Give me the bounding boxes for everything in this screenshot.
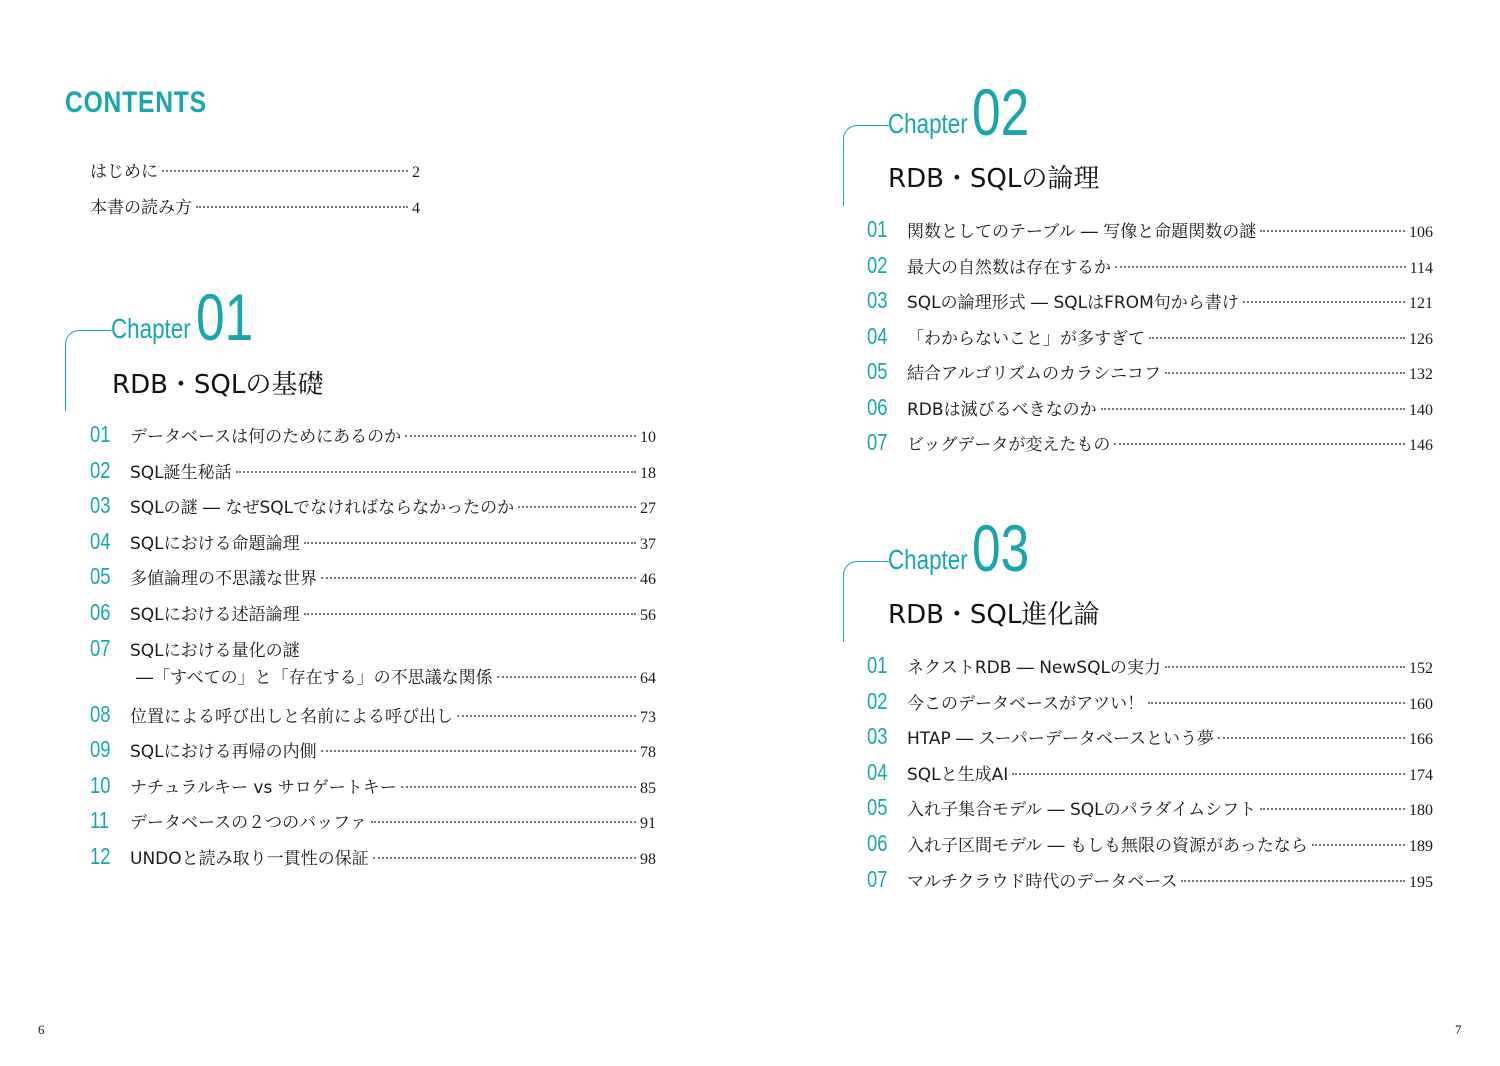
chapter-bracket (65, 330, 111, 411)
entry-title: SQLの謎 ― なぜSQLでなければならなかったのか (130, 498, 515, 518)
entry-title: 結合アルゴリズムのカラシニコフ (907, 364, 1161, 384)
entry-page: 121 (1409, 295, 1433, 312)
entry-title: 最大の自然数は存在するか (907, 258, 1111, 278)
leader-dots (1243, 301, 1405, 303)
toc-entry[interactable] (867, 757, 1433, 787)
entry-title: 位置による呼び出しと名前による呼び出し (130, 707, 453, 727)
entry-number: 04 (90, 528, 111, 554)
entry-page: 91 (640, 815, 656, 832)
entry-page: 189 (1409, 838, 1433, 855)
chapter-bracket (843, 561, 889, 642)
leader-dots (497, 676, 636, 678)
leader-dots (518, 506, 636, 508)
entry-number: 03 (867, 723, 888, 749)
toc-entry[interactable] (867, 392, 1433, 422)
chapter-title: RDB・SQLの論理 (888, 164, 1100, 194)
entry-page: 195 (1409, 874, 1433, 891)
chapter-label: Chapter (111, 313, 191, 344)
toc-entry[interactable] (90, 805, 656, 835)
entry-number: 02 (867, 252, 888, 278)
leader-dots (1149, 337, 1405, 339)
entry-page: 174 (1409, 767, 1433, 784)
entry-page: 132 (1409, 366, 1433, 383)
chapter-title: RDB・SQLの基礎 (112, 370, 324, 400)
leader-dots (401, 786, 636, 788)
entry-page: 160 (1409, 696, 1433, 713)
entry-page: 2 (412, 164, 420, 181)
entry-page: 106 (1409, 224, 1433, 241)
entry-title: データベースの２つのバッファ (130, 813, 367, 833)
toc-entry[interactable] (90, 841, 656, 871)
entry-page: 166 (1409, 731, 1433, 748)
entry-title: HTAP ― スーパーデータベースという夢 (907, 729, 1214, 749)
toc-entry[interactable] (867, 356, 1433, 386)
entry-number: 05 (90, 563, 111, 589)
toc-entry[interactable] (867, 792, 1433, 822)
toc-entry[interactable] (867, 828, 1433, 858)
entry-subtitle: ―「すべての」と「存在する」の不思議な関係 (136, 668, 493, 688)
entry-title: ナチュラルキー vs サロゲートキー (130, 778, 397, 798)
entry-title: SQLにおける再帰の内側 (130, 742, 317, 762)
entry-number: 07 (867, 866, 888, 892)
leader-dots (304, 613, 636, 615)
toc-entry[interactable] (90, 561, 656, 591)
chapter-number: 03 (972, 511, 1030, 585)
entry-title: SQLにおける述語論理 (130, 605, 300, 625)
leader-dots (1312, 844, 1405, 846)
leader-dots (1181, 880, 1405, 882)
entry-page: 126 (1409, 331, 1433, 348)
leader-dots (373, 857, 636, 859)
toc-entry-front-1[interactable] (90, 157, 420, 187)
entry-number: 02 (90, 457, 111, 483)
leader-dots (1148, 702, 1405, 704)
entry-number: 07 (90, 635, 111, 661)
toc-entry[interactable] (867, 650, 1433, 680)
toc-entry[interactable] (867, 285, 1433, 315)
entry-title: 入れ子集合モデル ― SQLのパラダイムシフト (907, 800, 1257, 820)
leader-dots (1165, 372, 1405, 374)
chapter-title: RDB・SQL進化論 (888, 600, 1100, 630)
entry-title: SQLにおける命題論理 (130, 534, 300, 554)
chapter-bracket (843, 125, 889, 206)
toc-entry-subtitle[interactable] (136, 663, 656, 693)
toc-entry[interactable] (90, 734, 656, 764)
toc-entry[interactable] (90, 419, 656, 449)
toc-entry[interactable] (90, 526, 656, 556)
entry-number: 01 (90, 421, 111, 447)
entry-title: ビッグデータが変えたもの (907, 435, 1111, 455)
page-number-left: 6 (38, 1022, 45, 1037)
leader-dots (1260, 230, 1405, 232)
entry-page: 78 (640, 744, 656, 761)
leader-dots (321, 577, 636, 579)
toc-entry[interactable] (867, 214, 1433, 244)
leader-dots (162, 170, 408, 172)
entry-page: 85 (640, 780, 656, 797)
leader-dots (1165, 666, 1405, 668)
entry-number: 07 (867, 429, 888, 455)
toc-entry[interactable] (90, 455, 656, 485)
entry-title: マルチクラウド時代のデータベース (907, 872, 1178, 892)
entry-number: 06 (867, 394, 888, 420)
toc-entry-front-2[interactable] (90, 193, 420, 223)
leader-dots (371, 821, 636, 823)
toc-entry[interactable] (867, 864, 1433, 894)
chapter-label: Chapter (888, 108, 968, 139)
entry-number: 12 (90, 843, 111, 869)
entry-title: はじめに (90, 162, 158, 182)
entry-page: 64 (640, 670, 656, 687)
entry-number: 02 (867, 688, 888, 714)
leader-dots (304, 542, 636, 544)
leader-dots (321, 750, 636, 752)
entry-title: SQL誕生秘話 (130, 463, 232, 483)
entry-number: 03 (867, 287, 888, 313)
entry-page: 152 (1409, 660, 1433, 677)
entry-title: RDBは滅びるべきなのか (907, 400, 1097, 420)
leader-dots (457, 715, 636, 717)
chapter-label: Chapter (888, 544, 968, 575)
leader-dots (1115, 266, 1406, 268)
entry-title: UNDOと読み取り一貫性の保証 (130, 849, 369, 869)
entry-page: 146 (1409, 437, 1433, 454)
entry-title: 今このデータベースがアツい！ (907, 694, 1145, 714)
entry-page: 10 (640, 429, 656, 446)
entry-page: 140 (1409, 402, 1433, 419)
entry-title: 本書の読み方 (90, 198, 192, 218)
chapter-number: 01 (196, 280, 254, 354)
chapter-number: 02 (972, 75, 1030, 149)
page-number-right: 7 (1455, 1022, 1462, 1037)
entry-page: 27 (640, 500, 656, 517)
entry-title: SQLにおける量化の謎 (130, 641, 300, 661)
entry-number: 09 (90, 736, 111, 762)
leader-dots (1260, 808, 1405, 810)
leader-dots (1114, 443, 1405, 445)
entry-number: 05 (867, 794, 888, 820)
entry-title: 多値論理の不思議な世界 (130, 569, 317, 589)
toc-entry[interactable] (867, 427, 1433, 457)
entry-number: 10 (90, 772, 111, 798)
toc-entry[interactable] (90, 490, 656, 520)
entry-title: ネクストRDB ― NewSQLの実力 (907, 658, 1161, 678)
toc-entry[interactable] (867, 250, 1433, 280)
entry-title: SQLの論理形式 ― SQLはFROM句から書け (907, 293, 1239, 313)
entry-number: 01 (867, 216, 888, 242)
entry-number: 03 (90, 492, 111, 518)
entry-number: 06 (867, 830, 888, 856)
toc-entry[interactable] (867, 721, 1433, 751)
leader-dots (1218, 737, 1405, 739)
entry-page: 98 (640, 851, 656, 868)
entry-page: 18 (640, 465, 656, 482)
leader-dots (236, 471, 636, 473)
entry-number: 08 (90, 701, 111, 727)
entry-number: 01 (867, 652, 888, 678)
entry-title: 入れ子区間モデル ― もしも無限の資源があったなら (907, 836, 1308, 856)
toc-entry[interactable] (90, 699, 656, 729)
leader-dots (196, 206, 408, 208)
entry-number: 04 (867, 759, 888, 785)
entry-number: 05 (867, 358, 888, 384)
entry-title: 「わからないこと」が多すぎて (907, 329, 1145, 349)
entry-page: 37 (640, 536, 656, 553)
entry-page: 46 (640, 571, 656, 588)
toc-entry[interactable] (867, 321, 1433, 351)
entry-page: 4 (412, 200, 420, 217)
contents-title: CONTENTS (65, 86, 207, 119)
entry-number: 11 (90, 807, 110, 833)
entry-number: 06 (90, 599, 111, 625)
entry-title: SQLと生成AI (907, 765, 1009, 785)
entry-title: データベースは何のためにあるのか (130, 427, 402, 447)
toc-entry[interactable] (90, 597, 656, 627)
entry-title: 関数としてのテーブル ― 写像と命題関数の謎 (907, 222, 1257, 242)
toc-entry[interactable] (867, 686, 1433, 716)
leader-dots (1101, 408, 1405, 410)
entry-page: 180 (1409, 802, 1433, 819)
entry-page: 56 (640, 607, 656, 624)
entry-number: 04 (867, 323, 888, 349)
entry-page: 114 (1409, 260, 1433, 277)
leader-dots (405, 435, 636, 437)
entry-page: 73 (640, 709, 656, 726)
toc-entry[interactable] (90, 770, 656, 800)
toc-entry[interactable] (90, 633, 656, 663)
leader-dots (1012, 773, 1405, 775)
